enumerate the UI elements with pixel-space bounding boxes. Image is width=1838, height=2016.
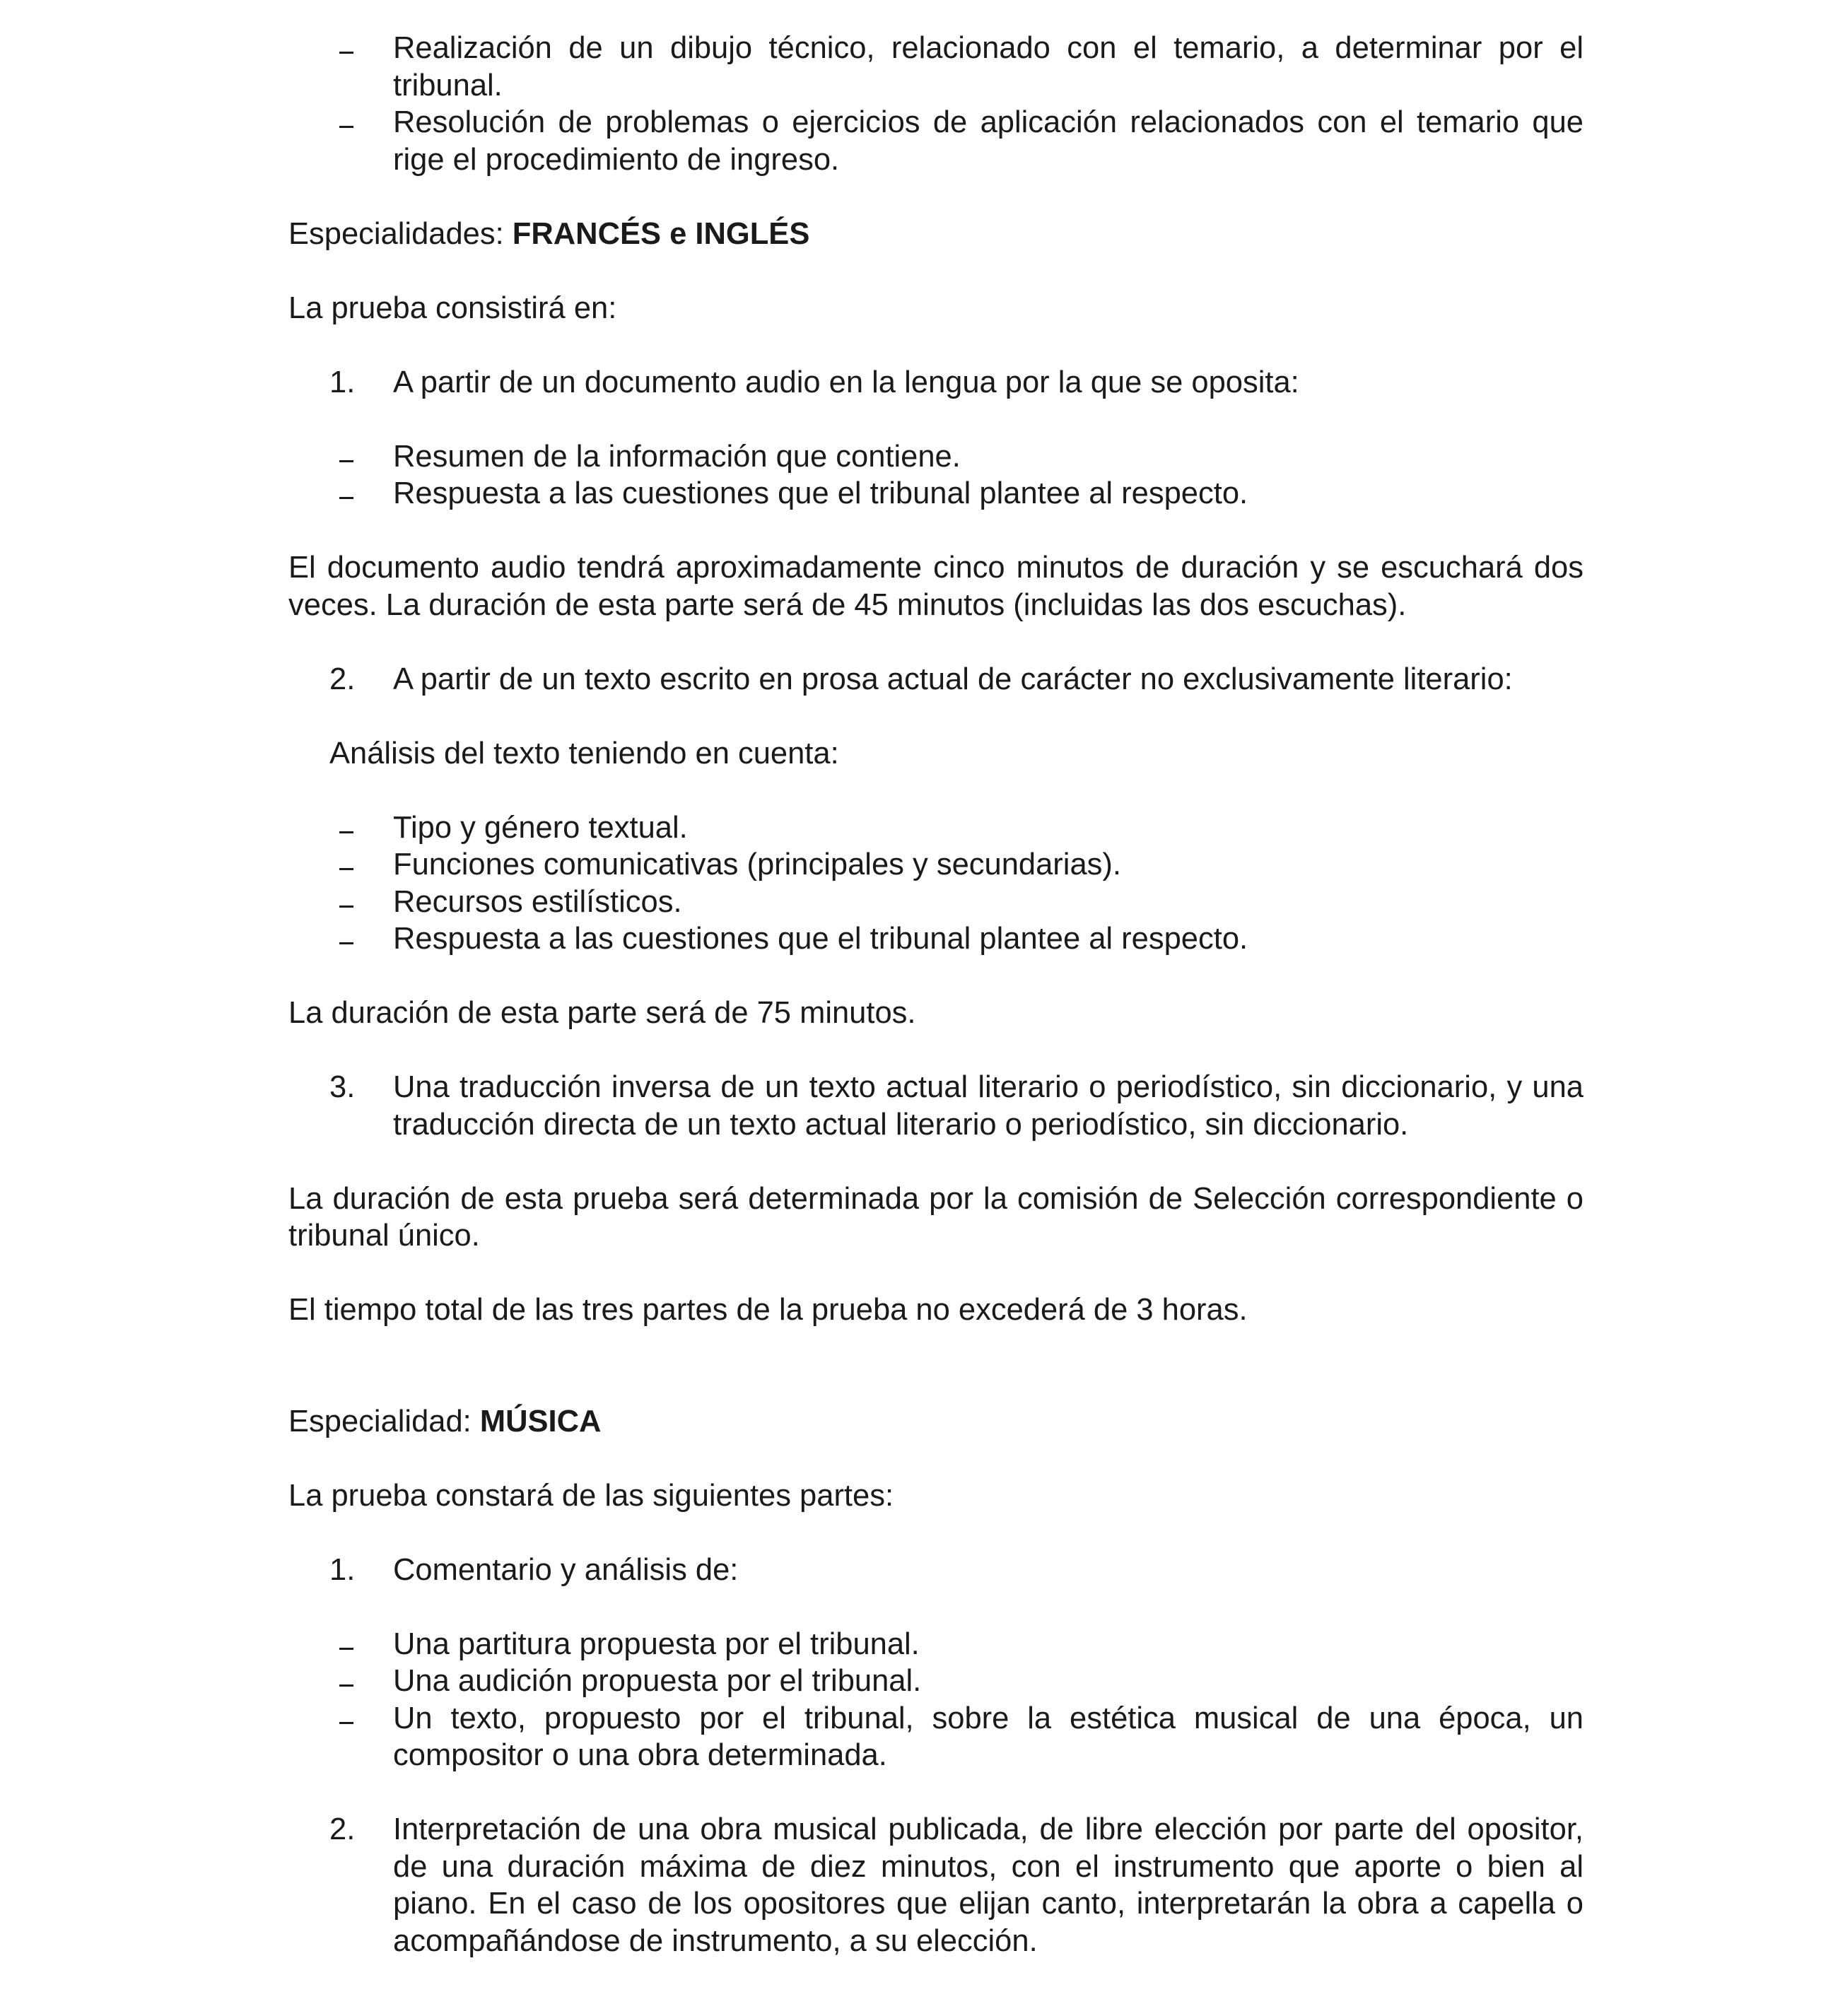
list-item-text: Tipo y género textual. xyxy=(393,810,688,845)
list-item-text: Una partitura propuesta por el tribunal. xyxy=(393,1627,920,1661)
numbered-item-text: A partir de un documento audio en la lengua por la que se oposita: xyxy=(393,365,1299,399)
section-heading-idiomas: Especialidades: FRANCÉS e INGLÉS xyxy=(288,216,810,251)
list-item-text: Una audición propuesta por el tribunal. xyxy=(393,1664,922,1698)
paragraph: La duración de esta parte será de 75 minutos. xyxy=(288,996,916,1030)
item-number: 1. xyxy=(329,1552,356,1587)
item-number: 1. xyxy=(329,365,356,399)
list-item-text: Respuesta a las cuestiones que el tribunal plantee al respecto. xyxy=(393,922,1248,956)
list-item-text: Resumen de la información que contiene. xyxy=(393,439,961,474)
list-item xyxy=(288,30,1584,104)
list-item xyxy=(288,104,1584,178)
list-item xyxy=(288,475,1584,512)
list-item-text: Respuesta a las cuestiones que el tribunal plantee al respecto. xyxy=(393,476,1248,510)
paragraph: La duración de esta prueba será determinada por la comisión de Selección correspondiente o tribunal único. xyxy=(288,1181,1584,1253)
list-item-text: Resolución de problemas o ejercicios de aplicación relacionados con el temario que rige el procedimiento de ingreso. xyxy=(393,105,1584,177)
numbered-item-text: A partir de un texto escrito en prosa actual de carácter no exclusivamente literario: xyxy=(393,662,1513,696)
list-item-text: Funciones comunicativas (principales y secundarias). xyxy=(393,848,1121,881)
list-item xyxy=(288,846,1584,884)
numbered-item xyxy=(288,364,1584,402)
paragraph: Análisis del texto teniendo en cuenta: xyxy=(329,736,839,770)
item-number: 2. xyxy=(329,662,356,696)
list-item xyxy=(288,1663,1584,1700)
list-item xyxy=(288,809,1584,847)
numbered-item-text: Comentario y análisis de: xyxy=(393,1552,739,1587)
item-number: 2. xyxy=(329,1812,356,1846)
list-item xyxy=(288,920,1584,958)
list-item-text: Un texto, propuesto por el tribunal, sobre la estética musical de una época, un compositor o una obra determinada. xyxy=(393,1701,1584,1772)
list-item-text: Realización de un dibujo técnico, relacionado con el temario, a determinar por el tribunal. xyxy=(393,31,1584,102)
list-item xyxy=(288,884,1584,921)
paragraph: El documento audio tendrá aproximadamente cinco minutos de duración y se escuchará dos veces. La duración de esta parte será de 45 minutos (incluidas las dos escuchas). xyxy=(288,551,1584,622)
numbered-item-text: Interpretación de una obra musical publicada, de libre elección por parte del opositor, de una duración máxima de diez minutos, con el instrumento que aporte o bien al piano. En el caso de los opositores que elijan canto, interpretarán la obra a capella o acompañándose de instrumento, a su elección. xyxy=(393,1812,1584,1958)
section-intro: La prueba consistirá en: xyxy=(288,291,617,325)
list-item-text: Recursos estilísticos. xyxy=(393,884,682,919)
list-item xyxy=(288,438,1584,476)
numbered-item-text: Una traducción inversa de un texto actual literario o periodístico, sin diccionario, y una traducción directa de un texto actual literario o periodístico, sin diccionario. xyxy=(393,1070,1584,1142)
document-page xyxy=(288,30,1584,1959)
list-item xyxy=(288,1700,1584,1774)
section-intro: La prueba constará de las siguientes partes: xyxy=(288,1478,894,1513)
list-item xyxy=(288,1626,1584,1663)
numbered-item xyxy=(288,661,1584,698)
item-number: 3. xyxy=(329,1070,356,1104)
numbered-item xyxy=(288,1811,1584,1959)
paragraph: El tiempo total de las tres partes de la prueba no excederá de 3 horas. xyxy=(288,1293,1248,1327)
numbered-item xyxy=(288,1552,1584,1589)
numbered-item xyxy=(288,1069,1584,1143)
section-heading-musica: Especialidad: MÚSICA xyxy=(288,1404,602,1438)
